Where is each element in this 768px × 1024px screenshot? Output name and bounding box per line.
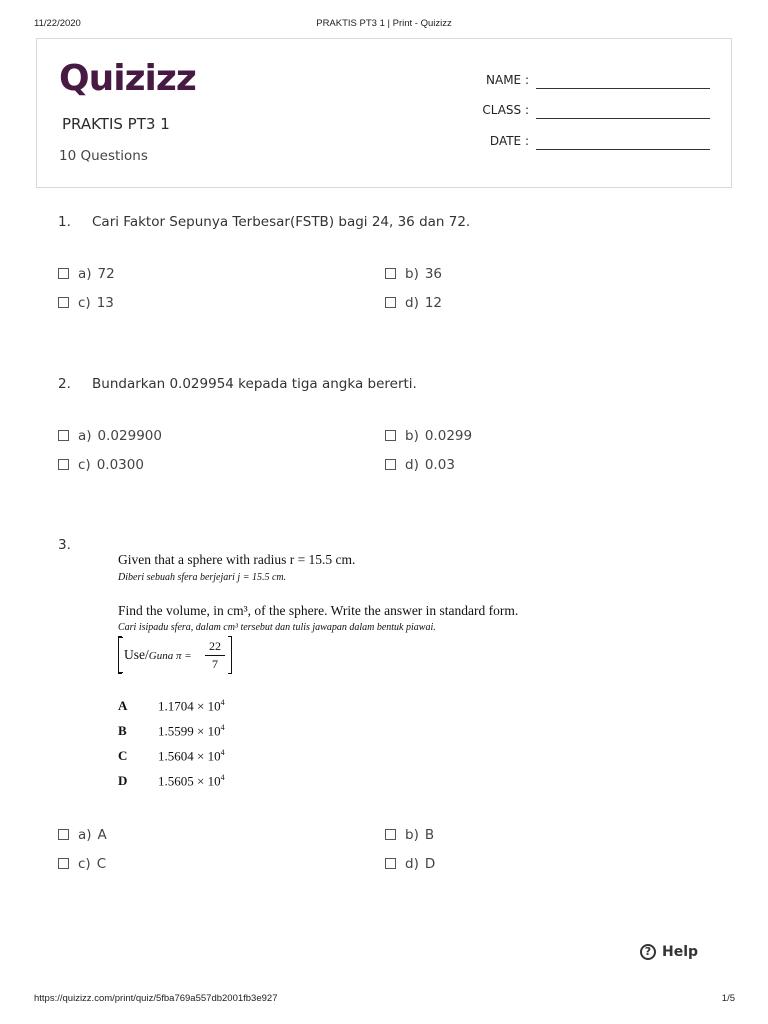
date-field-line[interactable] bbox=[536, 149, 710, 150]
help-label: Help bbox=[662, 944, 699, 960]
q3-option-a[interactable]: a) A bbox=[58, 827, 107, 843]
figure-line2-ms: Cari isipadu sfera, dalam cm³ tersebut dan tulis jawapan dalam bentuk piawai. bbox=[118, 622, 436, 633]
quizizz-logo bbox=[59, 59, 229, 105]
q1-option-b[interactable]: b) 36 bbox=[385, 266, 442, 282]
q2-option-a[interactable]: a) 0.029900 bbox=[58, 428, 162, 444]
q2-option-c[interactable]: c) 0.0300 bbox=[58, 457, 144, 473]
checkbox-icon[interactable] bbox=[385, 829, 396, 840]
print-date: 11/22/2020 bbox=[34, 18, 81, 29]
help-button[interactable] bbox=[640, 944, 698, 960]
question-number: 3. bbox=[58, 537, 71, 553]
question-number: 1. bbox=[58, 214, 71, 230]
name-field-line[interactable] bbox=[536, 88, 710, 89]
figure-line2-en: Find the volume, in cm³, of the sphere. Write the answer in standard form. bbox=[118, 603, 519, 618]
pi-hint-bracket bbox=[118, 637, 232, 673]
q3-option-c[interactable]: c) C bbox=[58, 856, 106, 872]
checkbox-icon[interactable] bbox=[385, 858, 396, 869]
q2-option-d[interactable]: d) 0.03 bbox=[385, 457, 455, 473]
q3-option-d[interactable]: d) D bbox=[385, 856, 435, 872]
figure-choice-a: A $1.1704 \times 10^4$ bbox=[118, 698, 225, 714]
pi-fraction: $\frac{22}{7}$ bbox=[205, 639, 225, 672]
quizizz-logo-icon bbox=[59, 59, 229, 101]
figure-line1-ms: Diberi sebuah sfera berjejari j = 15.5 cm. bbox=[118, 572, 287, 583]
checkbox-icon[interactable] bbox=[58, 430, 69, 441]
checkbox-icon[interactable] bbox=[58, 268, 69, 279]
question-number: 2. bbox=[58, 376, 71, 392]
checkbox-icon[interactable] bbox=[58, 297, 69, 308]
q2-option-b[interactable]: b) 0.0299 bbox=[385, 428, 472, 444]
checkbox-icon[interactable] bbox=[385, 430, 396, 441]
checkbox-icon[interactable] bbox=[58, 829, 69, 840]
q1-option-a[interactable]: a) 72 bbox=[58, 266, 115, 282]
question-count: 10 Questions bbox=[59, 148, 148, 164]
q3-option-b[interactable]: b) B bbox=[385, 827, 434, 843]
question-text: Bundarkan 0.029954 kepada tiga angka bererti. bbox=[92, 376, 417, 392]
q1-option-c[interactable]: c) 13 bbox=[58, 295, 114, 311]
figure-choice-d: D $1.5605 \times 10^4$ bbox=[118, 773, 225, 789]
page-number: 1/5 bbox=[721, 993, 735, 1004]
checkbox-icon[interactable] bbox=[58, 858, 69, 869]
print-header bbox=[0, 18, 768, 32]
question-text: Cari Faktor Sepunya Terbesar(FSTB) bagi 24, 36 dan 72. bbox=[92, 214, 471, 230]
figure-choice-c: C $1.5604 \times 10^4$ bbox=[118, 748, 225, 764]
print-title: PRAKTIS PT3 1 | Print - Quizizz bbox=[316, 18, 452, 29]
quiz-header-card: Quizizz PRAKTIS PT3 1 10 Questions NAME : CLASS : DATE : bbox=[36, 38, 732, 188]
class-field-line[interactable] bbox=[536, 118, 710, 119]
question-circle-icon: ? bbox=[640, 944, 656, 960]
checkbox-icon[interactable] bbox=[385, 268, 396, 279]
figure-choice-b: B $1.5599 \times 10^4$ bbox=[118, 723, 225, 739]
figure-line1-en: Given that a sphere with radius r = 15.5 cm. bbox=[118, 552, 356, 567]
quiz-title: PRAKTIS PT3 1 bbox=[62, 115, 170, 133]
print-url[interactable]: https://quizizz.com/print/quiz/5fba769a557db2001fb3e927 bbox=[34, 993, 278, 1004]
pi-hint-text: Use/Guna π = bbox=[124, 647, 192, 662]
checkbox-icon[interactable] bbox=[58, 459, 69, 470]
checkbox-icon[interactable] bbox=[385, 297, 396, 308]
checkbox-icon[interactable] bbox=[385, 459, 396, 470]
q1-option-d[interactable]: d) 12 bbox=[385, 295, 442, 311]
svg-text:Quizizz: Quizizz bbox=[59, 59, 196, 99]
